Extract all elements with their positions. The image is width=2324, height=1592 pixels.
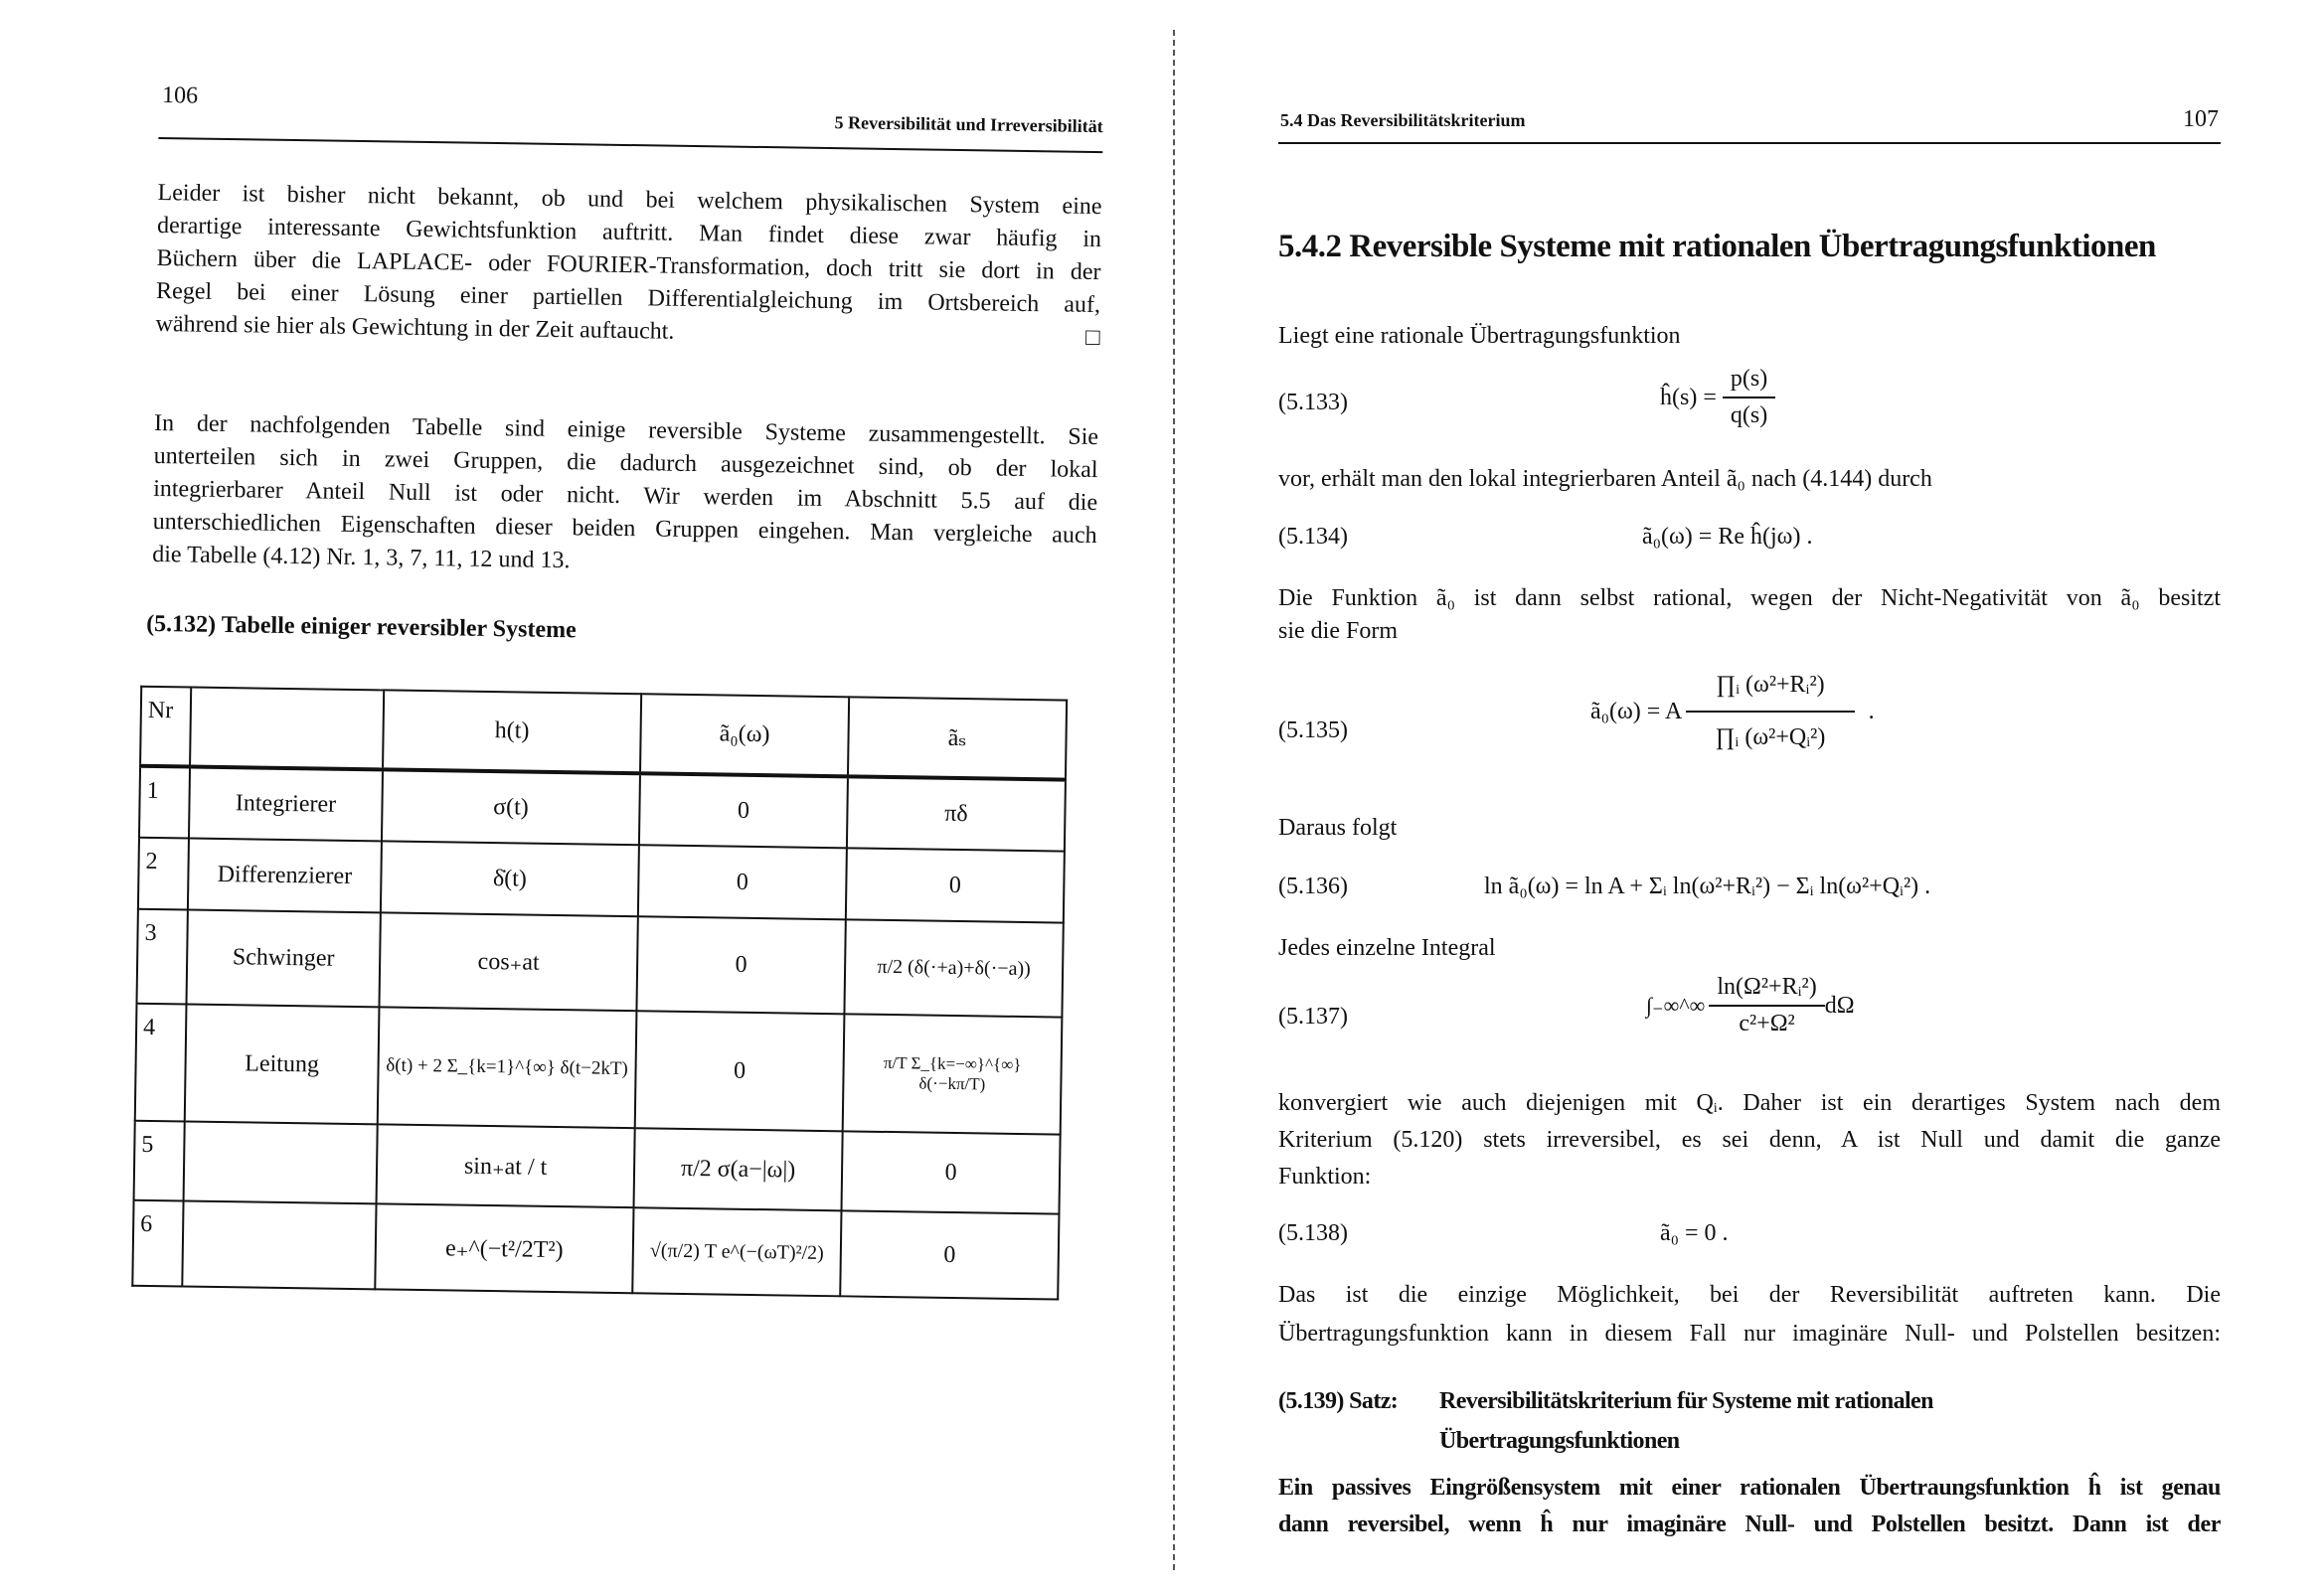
text-line: Leider ist bisher nicht bekannt, ob und bei welchem physikalischen System eine xyxy=(157,179,1102,221)
header-cell xyxy=(190,688,384,770)
theorem-title: Reversibilitätskriterium für Systeme mit rationalen xyxy=(1439,1388,1933,1414)
text-line: Funktion: xyxy=(1278,1164,1372,1190)
running-head: 5 Reversibilität und Irreversibilität xyxy=(834,112,1103,137)
equation-5-138: ã₀ = 0 . xyxy=(1660,1220,1729,1246)
section-title: 5.4.2 Reversible Systeme mit rationalen Übertragungsfunktionen xyxy=(1278,229,2156,264)
equation-lhs: ã₀(ω) = A xyxy=(1590,698,1683,724)
equation-tail: . xyxy=(1868,698,1875,724)
header-cell: ã₀(ω) xyxy=(640,694,849,776)
cell-nr: 4 xyxy=(135,1004,187,1122)
equation-label: (5.135) xyxy=(1278,717,1348,743)
cell-name: Differenzierer xyxy=(188,839,382,913)
paragraph xyxy=(1278,1085,2221,1195)
reversible-systems-table xyxy=(131,686,1068,1301)
text-line: vor, erhält man den lokal integrierbaren Anteil ã₀ nach (4.144) durch xyxy=(1278,466,1932,492)
equation-5-133 xyxy=(1660,366,1775,429)
cell-nr: 1 xyxy=(139,766,190,839)
text-line: Kriterium (5.120) stets irreversibel, es sei denn, A ist Null und damit die ganze xyxy=(1278,1127,2221,1153)
cell-name: Integrierer xyxy=(189,767,383,842)
equation-label: (5.138) xyxy=(1278,1220,1348,1246)
text-line: konvergiert wie auch diejenigen mit Qᵢ. Daher ist ein derartiges System nach dem xyxy=(1278,1090,2221,1116)
cell-as: π/2 (δ(·+a)+δ(·−a)) xyxy=(844,919,1063,1017)
text-line: Ein passives Eingrößensystem mit einer rationalen Übertraungsfunktion ĥ ist genau xyxy=(1278,1475,2221,1501)
cell-as: πδ xyxy=(847,776,1066,851)
cell-nr: 6 xyxy=(132,1200,183,1287)
numerator: ln(Ω²+Rᵢ²) xyxy=(1709,974,1824,1007)
text-line: unterschiedlichen Eigenschaften dieser beiden Gruppen eingehen. Man vergleiche auch xyxy=(152,508,1097,550)
right-page xyxy=(1183,0,2324,1577)
header-cell: h(t) xyxy=(383,690,641,773)
cell-as: 0 xyxy=(840,1210,1059,1299)
text-line: während sie hier als Gewichtung in der Zeit auftaucht. xyxy=(155,310,675,345)
text-line: unterteilen sich in zwei Gruppen, die dadurch ausgezeichnet sind, ob der lokal xyxy=(153,442,1098,484)
text-line: sie die Form xyxy=(1278,618,1398,644)
header-cell: ãₛ xyxy=(848,697,1067,779)
cell-name: Leitung xyxy=(185,1005,380,1125)
cell-a0: 0 xyxy=(636,916,845,1014)
equation-5-136: ln ã₀(ω) = ln A + Σᵢ ln(ω²+Rᵢ²) − Σᵢ ln(ω²+Qᵢ²) . xyxy=(1484,874,1931,899)
table-caption: (5.132) Tabelle einiger reversibler Systeme xyxy=(145,610,577,644)
text-line: Liegt eine rationale Übertragungsfunktion xyxy=(1278,323,1681,349)
text-line: dann reversibel, wenn ĥ nur imaginäre Null- und Polstellen besitzt. Dann ist der xyxy=(1278,1512,2221,1537)
header-rule xyxy=(1278,142,2221,144)
equation-5-135 xyxy=(1590,672,1875,751)
table-header-row xyxy=(140,687,1067,780)
theorem-title: Übertragungsfunktionen xyxy=(1439,1428,1680,1454)
paragraph-1 xyxy=(155,177,1101,355)
equation-tail: dΩ xyxy=(1824,992,1855,1019)
cell-as: π/T Σ_{k=−∞}^{∞} δ(·−kπ/T) xyxy=(843,1014,1063,1134)
paragraph xyxy=(1278,582,2221,648)
numerator: ∏ᵢ (ω²+Rᵢ²) xyxy=(1686,672,1854,713)
cell-h: δ̇(t) xyxy=(381,841,639,916)
cell-a0: 0 xyxy=(639,773,848,848)
page-number: 106 xyxy=(161,82,199,109)
header-rule xyxy=(158,137,1102,153)
paragraph xyxy=(1278,1276,2221,1353)
paragraph-2 xyxy=(152,407,1098,585)
denominator: q(s) xyxy=(1730,402,1768,428)
integral-sign: ∫₋∞^∞ xyxy=(1646,993,1706,1018)
cell-a0: √(π/2) T e^(−(ωT)²/2) xyxy=(632,1207,841,1296)
text-line: Regel bei einer Lösung einer partiellen Differentialgleichung im Ortsbereich auf, xyxy=(155,277,1101,319)
table-row xyxy=(132,1200,1059,1300)
cell-nr: 3 xyxy=(137,909,188,1005)
equation-5-134: ã₀(ω) = Re ĥ(jω) . xyxy=(1642,524,1813,550)
text-line: Das ist die einzige Möglichkeit, bei der Reversibilität auftreten kann. Die xyxy=(1278,1282,2221,1308)
cell-name xyxy=(182,1200,376,1289)
numerator: p(s) xyxy=(1723,366,1775,398)
text-line: Jedes einzelne Integral xyxy=(1278,935,1496,961)
cell-name: Schwinger xyxy=(186,910,380,1008)
text-line: Büchern über die LAPLACE- oder FOURIER-Transformation, doch tritt sie dort in der xyxy=(156,244,1101,286)
cell-a0: 0 xyxy=(635,1011,845,1131)
cell-h: σ(t) xyxy=(382,769,640,845)
text-line: die Tabelle (4.12) Nr. 1, 3, 7, 11, 12 und 13. xyxy=(152,541,571,574)
text-line: integrierbarer Anteil Null ist oder nicht. Wir werden im Abschnitt 5.5 auf die xyxy=(152,475,1098,517)
cell-h: e₊^(−t²/2T²) xyxy=(375,1203,633,1293)
text-line: Die Funktion ã₀ ist dann selbst rational, wegen der Nicht-Negativität von ã₀ besitzt xyxy=(1278,585,2221,611)
theorem-label: (5.139) Satz: xyxy=(1278,1388,1399,1414)
equation-label: (5.137) xyxy=(1278,1004,1348,1030)
equation-label: (5.134) xyxy=(1278,524,1348,550)
cell-as: 0 xyxy=(841,1131,1060,1213)
cell-h: sin₊at / t xyxy=(377,1124,635,1207)
text-line: Daraus folgt xyxy=(1278,815,1398,841)
table-row xyxy=(138,838,1065,923)
cell-name xyxy=(184,1121,378,1203)
cell-nr: 5 xyxy=(134,1121,185,1201)
equation-lhs: ĥ(s) = xyxy=(1660,384,1717,410)
header-cell: Nr xyxy=(140,687,191,767)
text-line: In der nachfolgenden Tabelle sind einige reversible Systeme zusammengestellt. Sie xyxy=(153,409,1099,451)
cell-h: cos₊at xyxy=(379,912,637,1011)
cell-nr: 2 xyxy=(138,838,189,910)
cell-as: 0 xyxy=(846,848,1065,922)
equation-label: (5.133) xyxy=(1278,390,1348,415)
text-line: Übertragungsfunktion kann in diesem Fall nur imaginäre Null- und Polstellen besitzen: xyxy=(1278,1321,2221,1347)
book-spine xyxy=(1173,30,1175,1570)
theorem-body xyxy=(1278,1470,2221,1543)
denominator: c²+Ω² xyxy=(1739,1011,1795,1036)
table-row xyxy=(137,909,1064,1018)
end-of-proof-mark: □ xyxy=(1084,324,1100,352)
running-head: 5.4 Das Reversibilitätskriterium xyxy=(1280,110,1526,130)
cell-h: δ(t) + 2 Σ_{k=1}^{∞} δ(t−2kT) xyxy=(378,1007,637,1128)
page-number: 107 xyxy=(2183,106,2219,132)
cell-a0: π/2 σ(a−|ω|) xyxy=(634,1128,843,1210)
table-row xyxy=(135,1004,1063,1135)
denominator: ∏ᵢ (ω²+Qᵢ²) xyxy=(1715,724,1826,750)
equation-label: (5.136) xyxy=(1278,874,1348,899)
text-line: derartige interessante Gewichtsfunktion auftritt. Man findet diese zwar häufig in xyxy=(156,212,1102,253)
table-row xyxy=(139,766,1066,852)
table-row xyxy=(134,1121,1061,1214)
equation-5-137 xyxy=(1646,974,1855,1037)
cell-a0: 0 xyxy=(638,845,847,919)
